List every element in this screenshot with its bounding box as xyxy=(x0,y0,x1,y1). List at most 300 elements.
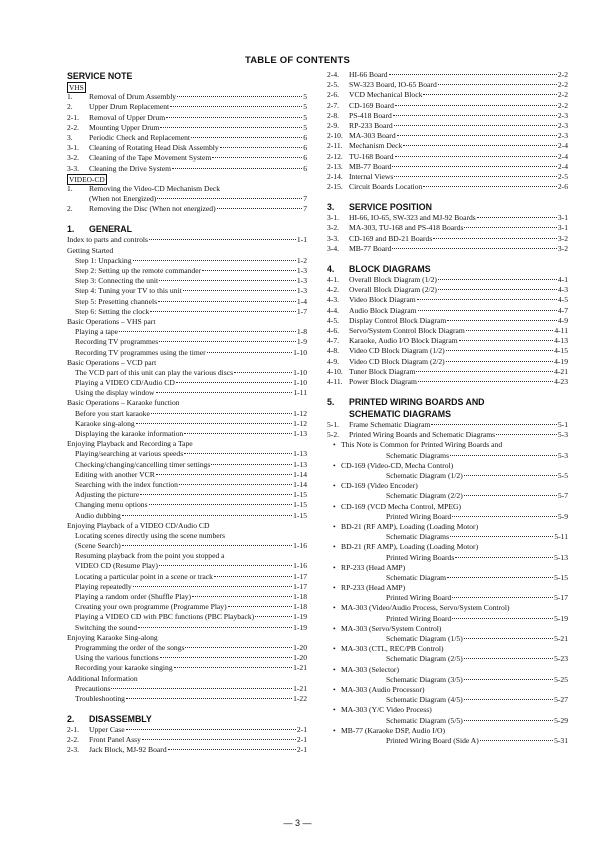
toc-entry[interactable] xyxy=(327,70,568,80)
leader-dots xyxy=(168,748,296,750)
page-title: TABLE OF CONTENTS xyxy=(244,55,351,66)
entry-page: 1-17 xyxy=(293,581,307,591)
leader-dots xyxy=(255,615,292,617)
toc-entry-line[interactable] xyxy=(327,461,568,471)
entry-title: Printed Wiring Board xyxy=(386,613,452,623)
entry-title: Periodic Check and Replacement xyxy=(89,132,191,142)
entry-title: CD-169 (VCD Mecha Control, MPEG) xyxy=(341,501,462,511)
toc-entry-line[interactable] xyxy=(327,563,568,573)
toc-entry[interactable] xyxy=(67,123,307,133)
leader-dots xyxy=(157,197,302,199)
service-note-vhs-list xyxy=(67,92,307,174)
toc-entry-line[interactable] xyxy=(327,542,568,552)
entry-number: 3-2. xyxy=(67,153,80,163)
entry-title: Editing with another VCR xyxy=(75,469,155,479)
entry-title: Step 5: Presetting channels xyxy=(75,296,158,306)
entry-page: 4-15 xyxy=(554,346,568,356)
entry-title: Playing a random order (Shuffle Play) xyxy=(75,592,192,601)
toc-entry[interactable] xyxy=(67,276,307,286)
leader-dots xyxy=(389,73,557,75)
toc-entry[interactable] xyxy=(327,716,568,726)
toc-entry-line[interactable] xyxy=(327,583,568,593)
toc-entry-line[interactable] xyxy=(327,705,568,715)
entry-title: SW-323 Board, IO-65 Board xyxy=(349,80,437,90)
entry-number: 3-4. xyxy=(327,243,340,253)
entry-number: 2-5. xyxy=(327,80,340,90)
vcd-label: VIDEO-CD xyxy=(69,174,105,184)
entry-title: Searching with the index function xyxy=(75,479,178,489)
vcd-ops-list xyxy=(67,368,307,399)
bullet: • xyxy=(333,481,336,491)
toc-entry[interactable] xyxy=(327,90,568,100)
toc-entry[interactable] xyxy=(327,172,568,182)
entry-title: (Scene Search) xyxy=(75,541,121,551)
entry-title: MB-77 (Karaoke DSP, Audio I/O) xyxy=(341,725,445,735)
toc-entry[interactable] xyxy=(327,695,568,705)
toc-entry[interactable] xyxy=(327,131,568,141)
entry-title: Mechanism Deck xyxy=(349,141,403,151)
entry-page: 6 xyxy=(303,132,307,142)
toc-entry[interactable] xyxy=(67,143,307,153)
leader-dots xyxy=(447,576,553,578)
toc-entry[interactable] xyxy=(327,285,568,295)
toc-entry[interactable] xyxy=(67,378,307,388)
entry-number: 2-15. xyxy=(327,182,343,192)
toc-entry-line[interactable] xyxy=(327,440,568,450)
vhs-label-line xyxy=(67,82,307,92)
entry-title: Audio Block Diagram xyxy=(349,305,417,315)
entry-title: Schematic Diagrams xyxy=(386,450,450,460)
entry-page: 2-2 xyxy=(557,100,568,110)
entry-page: 4-19 xyxy=(554,356,568,366)
leader-dots xyxy=(452,596,553,598)
toc-entry[interactable] xyxy=(67,133,307,143)
leader-dots xyxy=(202,269,296,271)
toc-entry[interactable] xyxy=(327,141,568,151)
enjoy-tape-list xyxy=(67,449,307,520)
leader-dots xyxy=(438,83,557,85)
entry-title: Index to parts and controls xyxy=(67,235,148,245)
pwb-heading: 5. PRINTED WIRING BOARDS AND xyxy=(327,397,485,408)
leader-dots xyxy=(446,349,553,351)
entry-title: CD-169 (Video Encoder) xyxy=(341,481,418,491)
entry-title: BD-21 (RF AMP), Loading (Loading Motor) xyxy=(341,542,479,552)
toc-entry[interactable] xyxy=(67,572,307,582)
entry-page: 2-1 xyxy=(296,735,307,745)
toc-entry[interactable] xyxy=(327,234,568,244)
toc-entry[interactable] xyxy=(327,121,568,131)
entry-number: 1. xyxy=(67,183,73,193)
getting-started-list xyxy=(67,256,307,317)
entry-title: Tuner Block Diagram xyxy=(349,366,416,376)
disassembly-list xyxy=(67,725,307,756)
bullet: • xyxy=(333,562,336,572)
toc-entry[interactable] xyxy=(67,256,307,266)
toc-entry[interactable] xyxy=(67,184,307,194)
toc-entry[interactable] xyxy=(67,490,307,500)
block-diagrams-list xyxy=(327,275,568,387)
toc-entry[interactable] xyxy=(67,694,307,704)
leader-dots xyxy=(151,412,292,414)
leader-dots xyxy=(438,278,557,280)
entry-number: 5-1. xyxy=(327,420,340,430)
entry-page: 4-5 xyxy=(557,295,568,305)
toc-entry-line[interactable] xyxy=(327,624,568,634)
toc-entry-line[interactable]: Locating scenes directly using the scene numbers xyxy=(75,530,226,540)
entry-title: BD-21 (RF AMP), Loading (Loading Motor) xyxy=(341,521,479,531)
toc-entry[interactable] xyxy=(67,541,307,551)
toc-entry[interactable] xyxy=(327,244,568,254)
entry-title: CD-169 and BD-21 Boards xyxy=(349,233,433,243)
entry-number: 2-4. xyxy=(327,70,340,79)
leader-dots xyxy=(136,422,292,424)
toc-entry[interactable] xyxy=(327,593,568,603)
entry-page: 3-2 xyxy=(557,233,568,243)
bullet: • xyxy=(333,725,336,735)
entry-number: 2-10. xyxy=(327,131,343,141)
entry-page: 1-15 xyxy=(293,500,307,510)
entry-title: MA-303 (Y/C Video Process) xyxy=(341,705,432,715)
entry-title: Checking/changing/cancelling timer settings xyxy=(75,459,211,469)
right-column xyxy=(327,70,568,746)
entry-page: 6 xyxy=(303,163,307,173)
toc-entry[interactable] xyxy=(327,736,568,746)
toc-entry[interactable] xyxy=(67,368,307,378)
toc-entry[interactable] xyxy=(67,561,307,571)
toc-entry[interactable] xyxy=(67,409,307,419)
toc-entry[interactable] xyxy=(67,735,307,745)
toc-entry[interactable] xyxy=(327,357,568,367)
entry-number: 2-13. xyxy=(327,161,343,171)
entry-page: 4-13 xyxy=(554,336,568,346)
toc-entry[interactable] xyxy=(327,80,568,90)
toc-entry[interactable] xyxy=(327,491,568,501)
toc-entry-line[interactable] xyxy=(327,481,568,491)
entry-title: Using the display window xyxy=(75,388,155,398)
leader-dots xyxy=(149,238,296,240)
entry-page: 4-21 xyxy=(554,366,568,376)
toc-entry[interactable] xyxy=(67,194,307,204)
leader-dots xyxy=(174,666,292,668)
toc-entry[interactable] xyxy=(67,337,307,347)
entry-title: Audio dubbing xyxy=(75,510,121,520)
entry-number: 4-11. xyxy=(327,376,343,386)
entry-page: 3-2 xyxy=(557,243,568,253)
entry-title: Using the various functions xyxy=(75,653,159,663)
toc-entry[interactable] xyxy=(327,675,568,685)
leader-dots xyxy=(464,226,556,228)
toc-entry[interactable] xyxy=(67,623,307,633)
entry-title: Recording TV programmes using the timer xyxy=(75,347,206,357)
toc-entry[interactable] xyxy=(67,612,307,622)
bullet: • xyxy=(333,644,336,654)
entry-number: 2-6. xyxy=(327,90,340,100)
entry-title: Playing a VIDEO CD/Audio CD xyxy=(75,378,175,388)
leader-dots xyxy=(416,370,553,372)
toc-entry[interactable] xyxy=(327,326,568,336)
toc-entry[interactable] xyxy=(67,307,307,317)
entry-title: PS-418 Board xyxy=(349,110,392,120)
toc-entry[interactable] xyxy=(327,614,568,624)
toc-entry[interactable] xyxy=(327,316,568,326)
entry-title: Schematic Diagram (1/2) xyxy=(386,471,463,480)
group-label: Additional Information xyxy=(67,673,138,683)
entry-page: 2-4 xyxy=(557,161,568,171)
toc-entry[interactable] xyxy=(67,286,307,296)
leader-dots xyxy=(126,728,296,730)
entry-page: 2-3 xyxy=(557,120,568,130)
enjoy-karaoke-list xyxy=(67,643,307,674)
entry-title: Frame Schematic Diagram xyxy=(349,420,431,430)
entry-title: Power Block Diagram xyxy=(349,376,417,386)
entry-title: Overall Block Diagram (1/2) xyxy=(349,275,437,284)
leader-dots xyxy=(111,687,292,689)
toc-entry[interactable] xyxy=(327,213,568,223)
toc-entry[interactable] xyxy=(67,460,307,470)
toc-entry[interactable] xyxy=(327,532,568,542)
entry-title: Jack Block, MJ-92 Board xyxy=(89,745,167,755)
entry-title: Cleaning of Rotating Head Disk Assembly xyxy=(89,143,219,153)
entry-page: 1-22 xyxy=(293,693,307,703)
leader-dots xyxy=(217,207,303,209)
entry-number: 3. xyxy=(67,132,73,142)
leader-dots xyxy=(214,575,292,577)
toc-entry[interactable] xyxy=(67,500,307,510)
toc-entry[interactable] xyxy=(67,480,307,490)
toc-entry[interactable] xyxy=(67,164,307,174)
entry-page: 1-12 xyxy=(293,408,307,418)
entry-page: 1-3 xyxy=(296,286,307,296)
toc-entry[interactable] xyxy=(67,297,307,307)
entry-page: 1-10 xyxy=(293,347,307,357)
leader-dots xyxy=(177,95,302,97)
toc-entry[interactable] xyxy=(327,420,568,430)
toc-entry[interactable] xyxy=(67,663,307,673)
entry-page: 5 xyxy=(303,92,307,102)
entry-title: Locating a particular point in a scene or track xyxy=(75,571,213,581)
toc-entry[interactable] xyxy=(67,449,307,459)
toc-entry[interactable] xyxy=(67,582,307,592)
toc-entry[interactable] xyxy=(67,684,307,694)
leader-dots xyxy=(172,167,302,169)
entry-page: 4-3 xyxy=(557,285,568,295)
toc-entry[interactable] xyxy=(67,235,307,245)
leader-dots xyxy=(160,126,302,128)
toc-entry[interactable] xyxy=(67,327,307,337)
toc-entry[interactable] xyxy=(67,653,307,663)
page-number: — 3 — xyxy=(283,818,312,828)
toc-entry[interactable] xyxy=(327,162,568,172)
toc-entry[interactable] xyxy=(67,102,307,112)
entry-title: The VCD part of this unit can play the various discs xyxy=(75,367,234,377)
leader-dots xyxy=(464,719,553,721)
leader-dots xyxy=(126,697,292,699)
group-label: Basic Operations – VCD part xyxy=(67,357,157,367)
entry-title: Overall Block Diagram (2/2) xyxy=(349,285,437,295)
entry-title: Step 2: Setting up the remote commander xyxy=(75,266,202,275)
entry-title: Video CD Block Diagram (2/2) xyxy=(349,356,445,366)
toc-entry[interactable] xyxy=(327,573,568,583)
entry-page: 1-13 xyxy=(293,429,307,438)
leader-dots xyxy=(446,360,553,362)
entry-number: 2-14. xyxy=(327,171,343,181)
leader-dots xyxy=(149,503,293,505)
entry-title: MB-77 Board xyxy=(349,161,392,171)
toc-entry[interactable] xyxy=(327,451,568,461)
toc-entry-line[interactable] xyxy=(327,726,568,736)
entry-title: Printed Wiring Board xyxy=(386,511,452,521)
toc-entry[interactable] xyxy=(327,654,568,664)
group-label: Basic Operations – Karaoke function xyxy=(67,398,180,408)
entry-title: Printed Wiring Board xyxy=(386,593,452,603)
entry-number: 5-2. xyxy=(327,430,340,440)
toc-entry[interactable] xyxy=(327,182,568,192)
toc-entry[interactable] xyxy=(327,553,568,563)
entry-page: 5-13 xyxy=(554,552,568,562)
entry-title: Internal Views xyxy=(349,171,394,181)
toc-entry[interactable] xyxy=(327,430,568,440)
entry-title: Playing a VIDEO CD with PBC functions (PBC Playback) xyxy=(75,612,255,622)
toc-entry[interactable] xyxy=(67,113,307,123)
toc-entry-line[interactable] xyxy=(327,665,568,675)
leader-dots xyxy=(133,259,296,261)
bullet: • xyxy=(333,623,336,633)
entry-title: Front Panel Assy xyxy=(89,735,141,745)
leader-dots xyxy=(431,423,556,425)
entry-title: Schematic Diagram (5/5) xyxy=(386,715,463,725)
toc-entry[interactable] xyxy=(327,306,568,316)
toc-entry-line[interactable] xyxy=(327,502,568,512)
toc-entry[interactable] xyxy=(327,336,568,346)
entry-title: Step 1: Unpacking xyxy=(75,255,132,265)
toc-entry[interactable] xyxy=(67,153,307,163)
toc-entry-line[interactable] xyxy=(327,603,568,613)
entry-number: 4-8. xyxy=(327,346,340,356)
toc-entry[interactable] xyxy=(327,275,568,285)
entry-title: Troubleshooting xyxy=(75,693,125,703)
entry-title: MA-303 (Servo/System Control) xyxy=(341,623,442,633)
entry-title: CD-169 Board xyxy=(349,100,394,110)
additional-list xyxy=(67,684,307,704)
leader-dots xyxy=(160,656,292,658)
general-heading: 1. GENERAL xyxy=(67,224,133,235)
toc-entry[interactable] xyxy=(327,111,568,121)
leader-dots xyxy=(176,381,292,383)
entry-page: 1-2 xyxy=(296,255,307,265)
entry-page: 1-19 xyxy=(293,622,307,632)
entry-title: Schematic Diagrams xyxy=(386,532,450,542)
toc-entry[interactable] xyxy=(327,512,568,522)
leader-dots xyxy=(433,237,557,239)
leader-dots xyxy=(122,544,292,546)
toc-entry-line[interactable]: Resuming playback from the point you stopped a xyxy=(75,551,225,561)
toc-entry-line[interactable] xyxy=(327,685,568,695)
entry-number: 3-3. xyxy=(327,233,340,243)
entry-page: 1-14 xyxy=(293,479,307,489)
entry-number: 2-1. xyxy=(67,725,80,735)
leader-dots xyxy=(464,637,553,639)
toc-entry[interactable] xyxy=(67,602,307,612)
entry-title: Upper Case xyxy=(89,725,125,735)
leader-dots xyxy=(184,452,292,454)
toc-entry[interactable] xyxy=(327,101,568,111)
toc-entry[interactable] xyxy=(67,592,307,602)
leader-dots xyxy=(140,493,292,495)
entry-number: 3-1. xyxy=(67,143,80,153)
toc-entry[interactable] xyxy=(327,152,568,162)
entry-title: Karaoke sing-along xyxy=(75,418,135,428)
toc-entry-line[interactable] xyxy=(327,522,568,532)
entry-page: 1-13 xyxy=(293,449,307,459)
leader-dots xyxy=(450,454,557,456)
leader-dots xyxy=(156,391,293,393)
entry-number: 4-5. xyxy=(327,315,340,325)
entry-page: 1-16 xyxy=(293,541,307,551)
toc-entry[interactable] xyxy=(67,266,307,276)
toc-entry[interactable] xyxy=(327,377,568,387)
toc-entry[interactable] xyxy=(327,346,568,356)
toc-entry[interactable] xyxy=(67,429,307,439)
toc-entry-line[interactable] xyxy=(327,644,568,654)
entry-page: 2-1 xyxy=(296,725,307,735)
entry-title: MB-77 Board xyxy=(349,243,392,253)
toc-entry[interactable] xyxy=(67,745,307,755)
leader-dots xyxy=(158,300,296,302)
entry-title: Adjusting the picture xyxy=(75,490,140,500)
toc-entry[interactable] xyxy=(67,348,307,358)
entry-title: Step 3: Connecting the unit xyxy=(75,276,159,286)
entry-page: 1-9 xyxy=(296,337,307,347)
toc-entry[interactable] xyxy=(67,204,307,214)
entry-page: 2-3 xyxy=(557,131,568,141)
leader-dots xyxy=(464,678,553,680)
leader-dots xyxy=(464,494,557,496)
pwb-heading-line2: SCHEMATIC DIAGRAMS xyxy=(349,409,451,420)
toc-entry[interactable] xyxy=(67,725,307,735)
leader-dots xyxy=(464,657,553,659)
entry-page: 1-3 xyxy=(296,266,307,275)
toc-entry[interactable] xyxy=(67,470,307,480)
group-label: Enjoying Playback of a VIDEO CD/Audio CD xyxy=(67,520,210,530)
leader-dots xyxy=(184,432,292,434)
leader-dots xyxy=(464,474,557,476)
entry-page: 1-13 xyxy=(293,459,307,469)
toc-entry[interactable] xyxy=(327,223,568,233)
entry-title: Removing the Disc (When not energized) xyxy=(89,204,216,214)
entry-page: 4-11 xyxy=(554,325,568,335)
leader-dots xyxy=(394,175,557,177)
toc-entry[interactable] xyxy=(327,471,568,481)
leader-dots xyxy=(166,116,302,118)
toc-entry[interactable] xyxy=(327,634,568,644)
toc-entry[interactable] xyxy=(67,92,307,102)
leader-dots xyxy=(480,739,553,741)
entry-number: 4-1. xyxy=(327,275,340,284)
toc-entry[interactable] xyxy=(327,367,568,377)
entry-title: Video Block Diagram xyxy=(349,295,416,305)
leader-dots xyxy=(466,329,554,331)
toc-entry[interactable] xyxy=(327,295,568,305)
toc-entry[interactable] xyxy=(67,511,307,521)
vhs-label: VHS xyxy=(69,83,84,92)
toc-entry[interactable] xyxy=(67,388,307,398)
leader-dots xyxy=(394,124,557,126)
toc-entry[interactable] xyxy=(67,643,307,653)
toc-entry[interactable] xyxy=(67,419,307,429)
entry-title: Upper Drum Replacement xyxy=(89,102,170,112)
entry-page: 2-4 xyxy=(557,141,568,151)
entry-page: 5-1 xyxy=(557,420,568,430)
